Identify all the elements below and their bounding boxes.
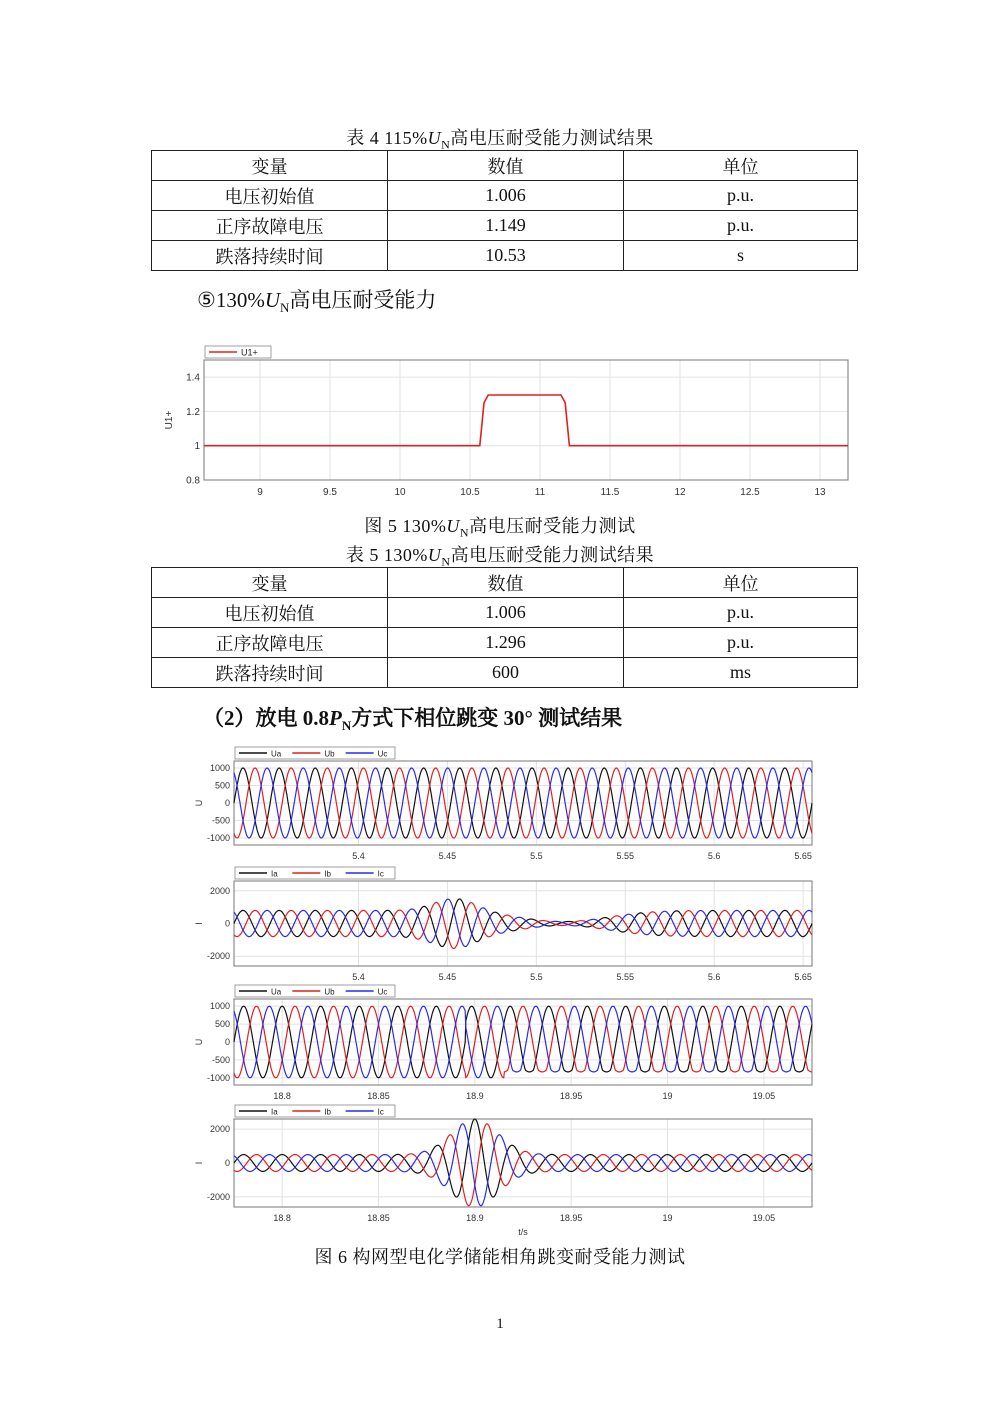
table-cell: 1.006 <box>388 598 624 628</box>
figure6-caption: 图 6 构网型电化学储能相角跳变耐受能力测试 <box>314 1247 686 1267</box>
y-tick-label: 2000 <box>209 1124 230 1135</box>
table-header-row <box>152 151 858 181</box>
x-tick-label: 5.55 <box>616 972 635 982</box>
table-cell: p.u. <box>624 628 858 658</box>
y-tick-label: 500 <box>214 780 230 791</box>
figure6-chart-voltage-2 <box>190 984 820 1104</box>
table-header-row <box>152 568 858 598</box>
y-axis-label: I <box>194 922 204 925</box>
legend-entry: Ua <box>271 749 282 759</box>
y-tick-label: 0 <box>224 798 230 808</box>
legend-entry: Ic <box>377 869 384 879</box>
x-tick-label: 18.8 <box>273 1091 291 1101</box>
table4-caption: 表 4 $115\%U_N$高电压耐受能力测试结果 <box>346 128 654 152</box>
x-tick-label: 18.95 <box>559 1091 583 1101</box>
legend-entry: Uc <box>377 987 388 997</box>
table-cell: 正序故障电压 <box>152 628 388 658</box>
x-tick-label: 18.85 <box>367 1213 390 1223</box>
table5 <box>151 567 858 688</box>
legend-entry: U1+ <box>241 347 258 358</box>
x-tick-label: 19.05 <box>752 1213 776 1223</box>
legend-entry: Ia <box>271 869 278 879</box>
table-cell: 1.296 <box>388 628 624 658</box>
table-header-cell: 数值 <box>388 568 624 598</box>
table-row <box>152 628 858 658</box>
y-axis-label: U <box>194 799 204 807</box>
table-cell: 电压初始值 <box>152 598 388 628</box>
figure5-caption: 图 5 $130\%U_N$高电压耐受能力测试 <box>364 516 636 540</box>
table-cell: 1.006 <box>388 181 624 211</box>
figure6-chart-current-1 <box>190 866 820 984</box>
x-tick-label: 12.5 <box>740 487 760 498</box>
table-row <box>152 598 858 628</box>
section-heading-5: $⑤130\%U_N$高电压耐受能力 <box>197 288 437 316</box>
y-tick-label: -500 <box>211 815 230 826</box>
table-cell: p.u. <box>624 181 858 211</box>
legend-entry: Ib <box>324 1107 332 1117</box>
y-tick-label: 1.2 <box>186 406 200 418</box>
x-tick-label: 11.5 <box>600 487 620 498</box>
figure6-chart-voltage-1 <box>190 746 820 866</box>
x-axis-label: t/s <box>518 1227 528 1236</box>
x-tick-label: 5.5 <box>530 851 543 861</box>
y-tick-label: 1000 <box>209 763 230 773</box>
y-tick-label: -1000 <box>206 1072 230 1083</box>
x-tick-label: 18.9 <box>466 1091 484 1101</box>
table-cell: 正序故障电压 <box>152 211 388 241</box>
legend <box>235 1105 395 1117</box>
y-tick-label: 0 <box>224 1158 230 1168</box>
table-header-cell: 变量 <box>152 568 388 598</box>
x-tick-label: 5.55 <box>616 851 635 861</box>
x-tick-label: 19 <box>662 1091 673 1101</box>
x-tick-label: 18.8 <box>273 1213 291 1223</box>
table-row <box>152 211 858 241</box>
table-cell: 跌落持续时间 <box>152 658 388 688</box>
legend <box>235 747 395 759</box>
y-tick-label: 500 <box>214 1019 230 1030</box>
table-header-cell: 单位 <box>624 151 858 181</box>
y-tick-label: -1000 <box>206 833 230 843</box>
x-tick-label: 9.5 <box>323 487 337 498</box>
y-tick-label: 1 <box>194 441 200 453</box>
figure6-chart-current-2 <box>190 1104 820 1236</box>
x-tick-label: 5.6 <box>707 851 721 861</box>
page-number: 1 <box>496 1316 504 1332</box>
table-row <box>152 241 858 271</box>
legend <box>235 867 395 879</box>
y-axis-label: U1+ <box>164 410 175 430</box>
x-tick-label: 5.4 <box>352 972 365 982</box>
plot-area <box>204 360 848 480</box>
x-tick-label: 12 <box>674 487 686 498</box>
y-tick-label: 1000 <box>209 1001 230 1012</box>
legend-entry: Ua <box>271 987 282 997</box>
table-header-cell: 数值 <box>388 151 624 181</box>
x-tick-label: 9 <box>257 487 263 498</box>
x-tick-label: 10.5 <box>460 487 480 498</box>
legend-entry: Ic <box>377 1107 384 1117</box>
x-tick-label: 5.65 <box>794 972 812 982</box>
y-tick-label: 2000 <box>209 885 230 896</box>
legend <box>205 346 271 358</box>
x-tick-label: 5.45 <box>438 972 457 982</box>
table-cell: 电压初始值 <box>152 181 388 211</box>
x-tick-label: 5.5 <box>530 972 543 982</box>
legend-entry: Ib <box>324 869 332 879</box>
legend-entry: Ub <box>324 749 335 759</box>
table4 <box>151 150 858 271</box>
x-tick-label: 5.4 <box>352 851 365 861</box>
table-row <box>152 181 858 211</box>
x-tick-label: 5.45 <box>438 851 457 861</box>
x-tick-label: 18.9 <box>466 1213 484 1223</box>
legend-entry: Ia <box>271 1107 278 1117</box>
table-header-cell: 单位 <box>624 568 858 598</box>
x-tick-label: 5.6 <box>707 972 721 982</box>
x-tick-label: 5.65 <box>794 851 812 861</box>
x-tick-label: 18.85 <box>367 1091 390 1101</box>
x-tick-label: 19 <box>662 1213 673 1223</box>
table-cell: 600 <box>388 658 624 688</box>
y-tick-label: 0 <box>224 918 230 929</box>
table-cell: 10.53 <box>388 241 624 271</box>
x-tick-label: 19.05 <box>752 1091 776 1101</box>
y-tick-label: -2000 <box>206 1191 230 1202</box>
y-tick-label: 1.4 <box>186 372 200 384</box>
table-cell: 跌落持续时间 <box>152 241 388 271</box>
x-tick-label: 10 <box>394 487 406 498</box>
x-tick-label: 18.95 <box>559 1213 583 1223</box>
table-cell: 1.149 <box>388 211 624 241</box>
y-tick-label: 0 <box>224 1037 230 1047</box>
x-tick-label: 11 <box>534 487 546 498</box>
y-tick-label: 0.8 <box>186 475 200 487</box>
table-header-cell: 变量 <box>152 151 388 181</box>
legend-entry: Uc <box>377 749 388 759</box>
y-tick-label: -500 <box>211 1054 230 1065</box>
table5-caption: 表 5 $130\%U_N$高电压耐受能力测试结果 <box>345 545 655 569</box>
figure5-chart <box>160 338 860 503</box>
table-cell: s <box>624 241 858 271</box>
table-cell: ms <box>624 658 858 688</box>
table-cell: p.u. <box>624 598 858 628</box>
table-cell: p.u. <box>624 211 858 241</box>
legend-entry: Ub <box>324 987 335 997</box>
y-axis-label: U <box>194 1038 204 1046</box>
legend <box>235 985 395 997</box>
table-row <box>152 658 858 688</box>
section-heading-2: （2）放电 $0.8P_N$方式下相位跳变 30° 测试结果 <box>203 706 623 734</box>
y-tick-label: -2000 <box>206 951 230 962</box>
y-axis-label: I <box>194 1161 204 1165</box>
x-tick-label: 13 <box>814 487 826 498</box>
